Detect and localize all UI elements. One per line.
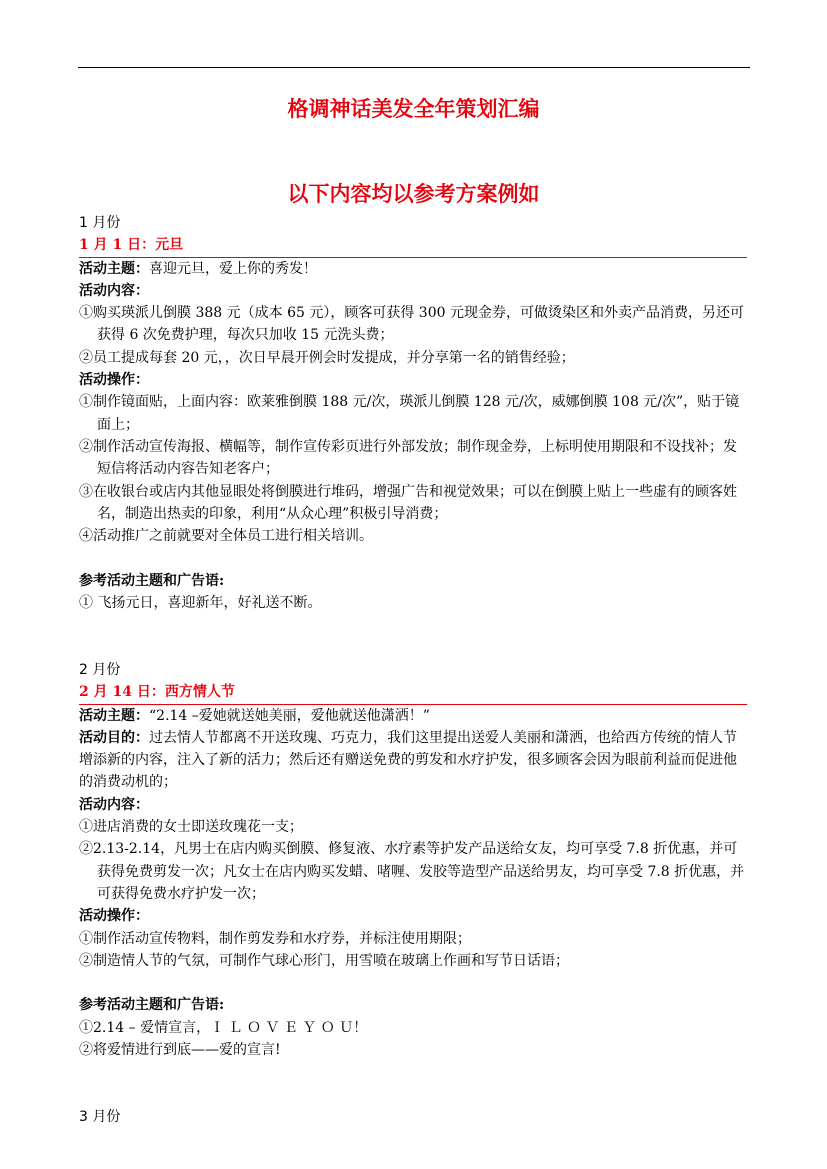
month-heading-mar: 3 月份 [79,1108,121,1125]
list-item: ②制造情人节的气氛，可制作气球心形门，用雪喷在玻璃上作画和写节日话语； [79,952,569,969]
document-body [79,212,747,1128]
document-title: 格调神话美发全年策划汇编 [287,97,540,121]
document-subtitle: 以下内容均以参考方案例如 [287,182,540,206]
slogan-label-feb: 参考活动主题和广告语: [79,997,225,1014]
theme-label: 活动主题： [79,707,149,724]
spacer [79,547,747,569]
theme-line-jan [79,258,747,280]
list-item: ③在收银台或店内其他显眼处将倒膜进行堆码，增强广告和视觉效果；可以在倒膜上贴上一些虚有的顾客姓名，制造出热卖的印象，利用“从众心理”积极引导消费； [79,483,737,522]
spacer [79,1061,747,1106]
month-heading-jan: 1 月份 [79,215,121,231]
list-item: ①进店消费的女士即送玫瑰花一支； [79,819,303,836]
header-rule [78,67,750,68]
ops-label-jan: 活动操作： [79,372,149,389]
list-item: ②制作活动宣传海报、横幅等，制作宣传彩页进行外部发放；制作现金券，上标明使用期限和不设找补；发短信将活动内容告知老客户； [79,438,737,478]
list-item: ①制作活动宣传物料，制作剪发券和水疗券，并标注使用期限； [79,930,471,947]
month-heading-feb: 2 月份 [79,661,121,678]
date-heading-feb: 2 月 14 日：西方情人节 [79,681,747,704]
list-item: ②2.13-2.14，凡男士在店内购买倒膜、修复液、水疗素等护发产品送给女友，均可享受 7.8 折优惠，并可获得免费剪发一次；凡女士在店内购买发蜡、啫喱、发胶等造型产品送给男友，均可享受 7.8 折优惠，并可获得免费水疗护发一次； [79,841,745,902]
list-item: ① 飞扬元日，喜迎新年，好礼送不断。 [79,595,322,612]
theme-label: 活动主题： [79,260,149,277]
ops-label-feb: 活动操作： [79,908,149,925]
purpose-text: 过去情人节都离不开送玫瑰、巧克力，我们这里提出送爱人美丽和潇洒，也给西方传统的情人节增添新的内容，注入了新的活力；然后还有赠送免费的剪发和水疗护发，很多顾客会因为眼前利益而促进他的消费动机的； [79,729,737,791]
list-item: ②员工提成每套 20 元，，次日早晨开例会时发提成，并分享第一名的销售经验； [79,349,575,366]
list-item: ①购买瑛派儿倒膜 388 元（成本 65 元），顾客可获得 300 元现金券，可做烫染区和外卖产品消费，另还可获得 6 次免费护理，每次只加收 15 元洗头费； [79,305,744,344]
date-heading-jan: 1 月 1 日：元旦 [79,234,747,257]
slogan-label-jan: 参考活动主题和广告语: [79,572,225,589]
spacer [79,972,747,994]
theme-line-feb [79,705,747,727]
theme-text: “2.14 –爱她就送她美丽，爱他就送他潇洒！” [149,707,430,724]
content-label-jan: 活动内容： [79,282,149,299]
list-item: ①2.14 – 爱情宣言，Ｉ Ｌ Ｏ Ｖ Ｅ Ｙ Ｏ Ｕ！ [79,1019,368,1036]
content-label-feb: 活动内容： [79,796,149,813]
spacer [79,614,747,659]
list-item: ④活动推广之前就要对全体员工进行相关培训。 [79,528,373,545]
purpose-line-feb [79,727,747,794]
list-item: ②将爱情进行到底——爱的宣言! [79,1041,281,1058]
purpose-label: 活动目的： [79,729,149,746]
list-item: ①制作镜面贴，上面内容：欧莱雅倒膜 188 元/次，瑛派儿倒膜 128 元/次，威娜倒膜 108 元/次”，贴于镜面上； [79,394,740,433]
theme-text: 喜迎元旦，爱上你的秀发！ [149,260,317,277]
